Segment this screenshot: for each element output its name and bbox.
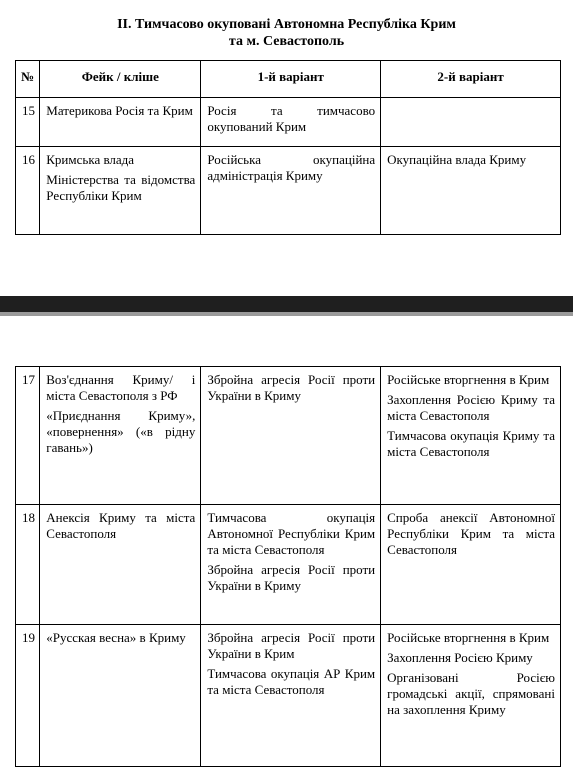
variant-2-cell <box>381 505 561 625</box>
header-fake: Фейк / кліше <box>40 61 201 98</box>
cell-text: Окупаційна влада Криму <box>387 152 527 167</box>
cell-text: Збройна агресія Росії проти України в Криму <box>207 372 376 403</box>
section-heading <box>0 16 573 50</box>
variant-1-cell <box>201 367 381 505</box>
row-number: 17 <box>16 367 40 505</box>
page-break <box>0 296 573 316</box>
cell-text: Російська окупаційна адміністрація Криму <box>207 152 376 183</box>
terms-table-part-1 <box>15 60 561 235</box>
cell-text: Захоплення Росією Криму та міста Севастополя <box>387 392 555 423</box>
cell-text: Тимчасова окупація Криму та міста Севастополя <box>387 428 555 459</box>
cell-text: Російське вторгнення в Крим <box>387 372 550 387</box>
variant-1-cell <box>201 505 381 625</box>
table-row <box>16 625 561 767</box>
cell-text: Збройна агресія Росії проти України в Криму <box>207 562 376 593</box>
variant-1-cell <box>201 98 381 147</box>
row-number: 18 <box>16 505 40 625</box>
cell-text: Організовані Росією громадські акції, спрямовані на захоплення Криму <box>387 670 555 717</box>
table-row <box>16 147 561 235</box>
variant-1-cell <box>201 147 381 235</box>
cell-text: Захоплення Росією Криму <box>387 650 533 665</box>
fake-cell <box>40 98 201 147</box>
heading-line-2: та м. Севастополь <box>228 34 345 49</box>
row-number: 15 <box>16 98 40 147</box>
table-row <box>16 98 561 147</box>
header-variant-1: 1-й варіант <box>201 61 381 98</box>
table-header-row <box>16 61 561 98</box>
cell-text: «Русская весна» в Криму <box>46 630 186 645</box>
cell-text: Російське вторгнення в Крим <box>387 630 550 645</box>
cell-text: Анексія Криму та міста Севастополя <box>46 510 196 541</box>
fake-cell <box>40 625 201 767</box>
cell-text: Тимчасова окупація Автономної Республіки Крим та міста Севастополя <box>207 510 376 557</box>
header-number: № <box>16 61 40 98</box>
variant-2-cell <box>381 98 561 147</box>
variant-2-cell <box>381 625 561 767</box>
fake-cell <box>40 505 201 625</box>
document-page <box>0 0 573 296</box>
cell-text: «Приєднання Криму», «повернення» («в рідну гавань») <box>46 408 196 455</box>
cell-text: Воз'єднання Криму/ і міста Севастополя з РФ <box>46 372 196 403</box>
heading-line-1: II. Тимчасово окуповані Автономна Республіка Крим <box>117 17 456 32</box>
table-row <box>16 505 561 625</box>
variant-1-cell <box>201 625 381 767</box>
cell-text: Кримська влада <box>46 152 135 167</box>
terms-table-part-2 <box>15 366 561 767</box>
cell-text: Міністерства та відомства Республіки Крим <box>46 172 196 203</box>
header-variant-2: 2-й варіант <box>381 61 561 98</box>
cell-text: Материкова Росія та Крим <box>46 103 193 118</box>
cell-text: Збройна агресія Росії проти України в Крим <box>207 630 376 661</box>
row-number: 19 <box>16 625 40 767</box>
cell-text: Тимчасова окупація АР Крим та міста Севастополя <box>207 666 376 697</box>
variant-2-cell <box>381 147 561 235</box>
fake-cell <box>40 147 201 235</box>
fake-cell <box>40 367 201 505</box>
variant-2-cell <box>381 367 561 505</box>
cell-text: Росія та тимчасово окупований Крим <box>207 103 376 134</box>
row-number: 16 <box>16 147 40 235</box>
cell-text: Спроба анексії Автономної Республіки Крим та міста Севастополя <box>387 510 555 557</box>
table-row <box>16 367 561 505</box>
